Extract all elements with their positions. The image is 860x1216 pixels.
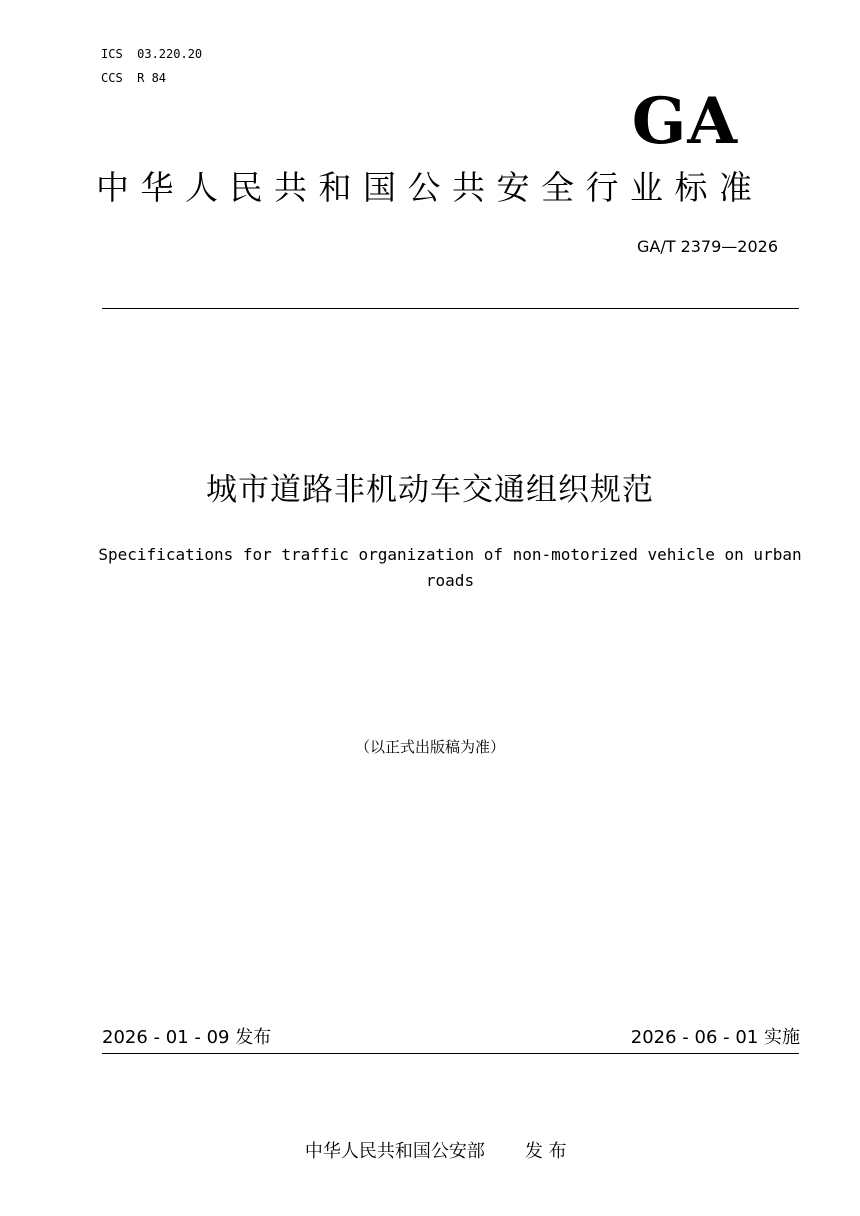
bottom-divider	[102, 1053, 799, 1054]
ga-logo: GA	[631, 84, 738, 159]
publisher-line	[0, 1110, 860, 1166]
document-title-en: Specifications for traffic organization of non-motorized vehicle on urban roads	[98, 545, 802, 590]
publisher-name: 中华人民共和国公安部	[304, 1141, 485, 1162]
standard-number: GA/T 2379—2026	[636, 237, 778, 256]
issue-date: 2026 - 01 - 09 发布	[102, 1027, 272, 1048]
document-title-zh: 城市道路非机动车交通组织规范	[206, 472, 654, 508]
classification-codes	[101, 42, 202, 90]
publisher-action: 发 布	[524, 1141, 567, 1162]
top-divider	[102, 308, 799, 309]
implementation-date: 2026 - 06 - 01 实施	[630, 1027, 800, 1048]
ics-code: ICS 03.220.20	[101, 47, 203, 61]
ccs-code: CCS R 84	[101, 71, 167, 85]
standard-category: 中华人民共和国公共安全行业标准	[96, 168, 764, 207]
draft-note: （以正式出版稿为准）	[354, 738, 505, 756]
